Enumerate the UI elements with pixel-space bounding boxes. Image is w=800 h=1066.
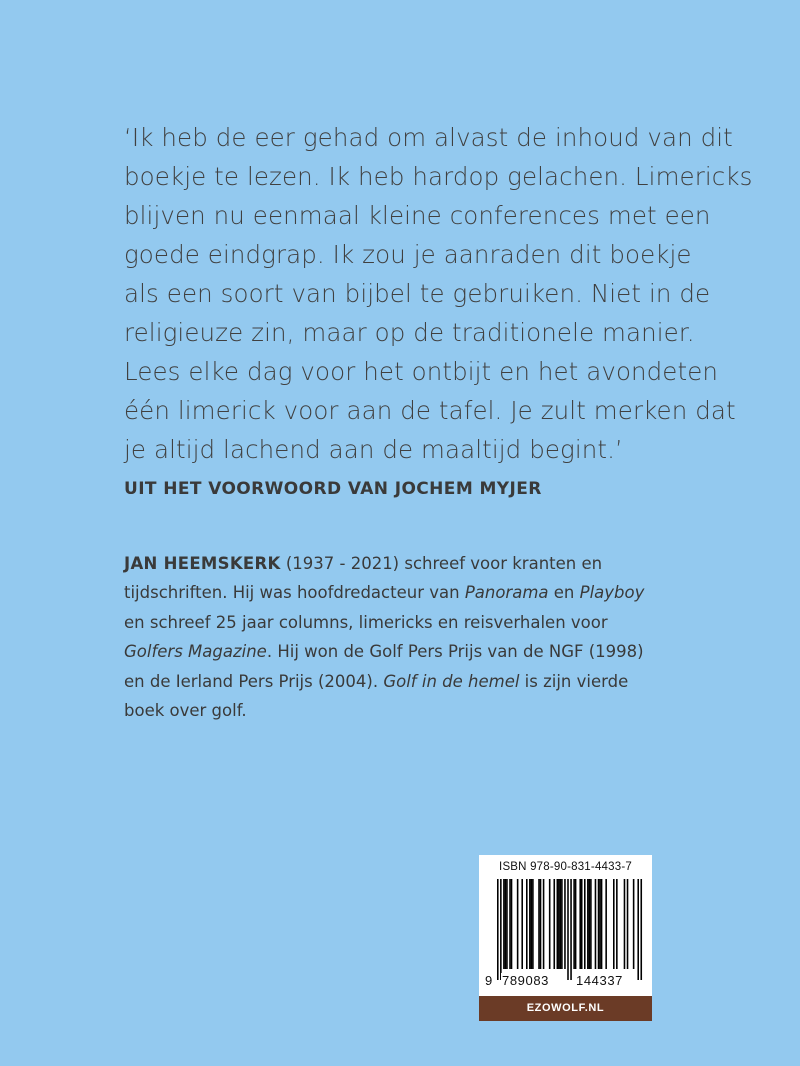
bio-text: en <box>548 583 580 603</box>
quote-line: goede eindgrap. Ik zou je aanraden dit boekje <box>124 240 692 269</box>
magazine-title: Panorama <box>464 583 549 603</box>
barcode-bar <box>553 879 555 969</box>
bio-line: boek over golf. <box>124 701 247 721</box>
quote-line: je altijd lachend aan de maaltijd begint.’ <box>124 435 623 464</box>
ean-first-digit: 9 <box>485 973 493 988</box>
publisher-label: EZOWOLF.NL <box>479 996 652 1021</box>
bio-text: (1937 - 2021) schreef voor kranten en <box>280 554 603 573</box>
barcode-bar <box>599 879 601 969</box>
barcode-bar <box>633 879 635 969</box>
barcode-bar <box>531 879 533 969</box>
barcode-bar <box>538 879 540 969</box>
ean-right-digits: 144337 <box>576 973 623 988</box>
barcode-bar <box>590 879 592 969</box>
bio-line: en schreef 25 jaar columns, limericks en reisverhalen voor <box>124 612 608 632</box>
quote-attribution: UIT HET VOORWOORD VAN JOCHEM MYJER <box>124 479 542 499</box>
isbn-label: ISBN 978-90-831-4433-7 <box>499 861 632 873</box>
magazine-title: Golfers Magazine <box>124 642 267 662</box>
bio-text: . Hij won de Golf Pers Prijs van de NGF (1998) <box>266 642 644 662</box>
barcode-bar <box>503 879 505 969</box>
barcode-bar <box>616 879 618 969</box>
barcode-icon <box>485 879 646 983</box>
barcode-bar <box>505 879 507 969</box>
barcode-bar <box>540 879 542 969</box>
barcode-bar <box>589 879 591 969</box>
bio-text: tijdschriften. Hij was hoofdredacteur van <box>124 583 465 603</box>
barcode-panel <box>479 855 652 1021</box>
barcode-bar <box>605 879 607 969</box>
quote-line: Lees elke dag voor het ontbijt en het avondeten <box>124 357 718 386</box>
barcode-bar <box>598 879 600 969</box>
barcode-bar <box>561 879 563 969</box>
barcode-bar <box>532 879 534 969</box>
barcode-bar <box>624 879 626 969</box>
ean-left-digits: 789083 <box>502 973 549 988</box>
quote-line: boekje te lezen. Ik heb hardop gelachen. Limericks <box>124 162 753 191</box>
barcode-bar <box>640 879 642 980</box>
barcode-bar <box>517 879 519 969</box>
barcode-bar <box>613 879 615 969</box>
author-name: JAN HEEMSKERK <box>124 554 281 573</box>
barcode-bar <box>558 879 560 969</box>
quote-block <box>124 118 764 501</box>
ean-digits <box>479 973 652 993</box>
barcode-bar <box>506 879 508 969</box>
barcode-bar <box>587 879 589 969</box>
barcode-bar <box>526 879 528 969</box>
barcode-bar <box>595 879 597 969</box>
barcode-bar <box>627 879 629 969</box>
barcode-bar <box>557 879 559 969</box>
barcode-bar <box>500 879 502 980</box>
quote-line: één limerick voor aan de tafel. Je zult merken dat <box>124 396 736 425</box>
barcode-bar <box>521 879 523 969</box>
barcode-bar <box>549 879 551 969</box>
quote-line: als een soort van bijbel te gebruiken. Niet in de <box>124 279 711 308</box>
barcode-bar <box>497 879 499 980</box>
bio-line <box>124 549 764 578</box>
barcode-bar <box>567 879 569 980</box>
bio-line <box>124 578 764 607</box>
barcode-bar <box>584 879 586 969</box>
book-title: Golf in de hemel <box>383 671 520 691</box>
barcode-bar <box>570 879 572 980</box>
barcode-bar <box>637 879 639 980</box>
barcode-bar <box>511 879 513 969</box>
bio-text: is zijn vierde <box>519 671 629 691</box>
barcode-bar <box>581 879 583 969</box>
barcode-bar <box>601 879 603 969</box>
quote-line: ‘Ik heb de eer gehad om alvast de inhoud van dit <box>124 123 733 152</box>
barcode-bar <box>573 879 575 969</box>
bio-line <box>124 637 764 666</box>
barcode-bar <box>575 879 577 969</box>
author-bio <box>124 549 764 725</box>
magazine-title: Playboy <box>579 583 645 603</box>
barcode-bar <box>560 879 562 969</box>
barcode-bar <box>509 879 511 969</box>
quote-line: religieuze zin, maar op de traditionele manier. <box>124 318 695 347</box>
bio-line <box>124 667 764 696</box>
quote-line: blijven nu eenmaal kleine conferences met een <box>124 201 711 230</box>
barcode-bar <box>543 879 545 969</box>
bio-text: en de Ierland Pers Prijs (2004). <box>124 671 384 691</box>
barcode-bar <box>529 879 531 969</box>
barcode-bar <box>564 879 566 969</box>
barcode-bar <box>579 879 581 969</box>
